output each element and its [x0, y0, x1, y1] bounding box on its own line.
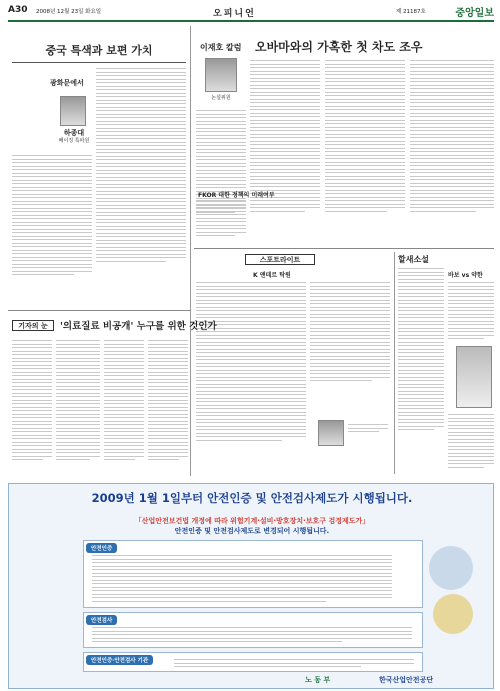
- mid-subhead: FKOR 대한 정책의 미래여부: [198, 192, 275, 199]
- worker-illustration: [429, 546, 473, 590]
- ad-box-tag: 안전검사: [86, 615, 117, 625]
- ad-box-tag: 안전인증·안전검사 기관: [86, 655, 153, 665]
- ministry-logo: 노 동 부: [305, 676, 331, 684]
- author-title: 베이징 특파원: [58, 138, 90, 144]
- section-title: 오피니언: [213, 9, 256, 19]
- left-column-name: 광화문에서: [50, 79, 84, 87]
- advertisement: [8, 483, 494, 689]
- bottom-article-title: '의료질료 비공개' 누구를 위한 것인가: [60, 321, 217, 332]
- author-photo: [60, 96, 86, 126]
- ad-subline-1: 「산업안전보건법 개정에 따라 위험기계·설비·방호장치·보호구 검정제도가」: [134, 517, 370, 525]
- ad-box-tag: 안전인증: [86, 543, 117, 553]
- mid-text-block-d: [325, 60, 405, 214]
- ad-box-inspection: [83, 612, 423, 648]
- page-header: [8, 5, 494, 20]
- left-article-title: 중국 특색과 보편 가치: [45, 44, 153, 57]
- page-number: A30: [8, 5, 28, 15]
- header-rule: [8, 20, 494, 22]
- divider: [8, 310, 190, 311]
- side-column-title: 할새소설: [398, 255, 429, 264]
- ad-box-certification: [83, 540, 423, 608]
- ad-subline-2: 안전인증 및 안전검사제도로 변경되어 시행됩니다.: [174, 527, 330, 535]
- mid-text-block-e: [410, 60, 494, 214]
- mid-article-title: 오바마와의 가혹한 첫 차도 조우: [255, 40, 423, 54]
- ad-box-text: [174, 659, 414, 670]
- left-text-block-a: [12, 155, 92, 278]
- newspaper-logo: 중앙일보: [455, 8, 494, 19]
- side-text-b: [448, 282, 494, 342]
- sports-text-b: [310, 282, 390, 384]
- bottom-column-name: 기자의 눈: [12, 320, 54, 331]
- mid-text-block-c: [196, 200, 246, 239]
- divider: [194, 248, 494, 249]
- issue-date: 2008년 12월 23일 화요일: [36, 9, 102, 15]
- sports-subhead: K 앤데르 탁원: [253, 272, 291, 279]
- ad-headline: 2009년 1월 1일부터 안전인증 및 안전검사제도가 시행됩니다.: [91, 491, 413, 505]
- cartoon-illustration: [456, 346, 492, 408]
- sports-byline: [348, 424, 388, 435]
- machine-illustration: [433, 594, 473, 634]
- side-text-c: [448, 414, 494, 470]
- agency-logo: 한국산업안전공단: [379, 676, 434, 684]
- sports-column-title: 스포트라이트: [245, 254, 315, 265]
- column-divider: [394, 252, 395, 474]
- divider: [12, 62, 186, 63]
- columnist-title: 논설위원: [211, 95, 231, 101]
- column-divider: [190, 26, 191, 476]
- sports-author-photo: [318, 420, 344, 446]
- issue-number: 제 21187호: [396, 9, 426, 15]
- ad-box-text: [92, 555, 392, 604]
- bottom-text-c: [104, 340, 144, 463]
- ad-box-text: [92, 627, 412, 645]
- bottom-text-d: [148, 340, 188, 463]
- left-text-block-b: [96, 68, 186, 264]
- author-name: 하종대: [63, 129, 85, 137]
- ad-box-agencies: [83, 652, 423, 672]
- columnist-photo: [205, 58, 237, 92]
- side-subhead: 바보 vs 약한: [448, 272, 483, 279]
- bottom-text-b: [56, 340, 100, 463]
- bottom-text-a: [12, 340, 52, 463]
- side-text-a: [398, 268, 444, 433]
- sports-text-a: [196, 282, 306, 443]
- mid-column-name: 이재호 칼럼: [200, 43, 242, 52]
